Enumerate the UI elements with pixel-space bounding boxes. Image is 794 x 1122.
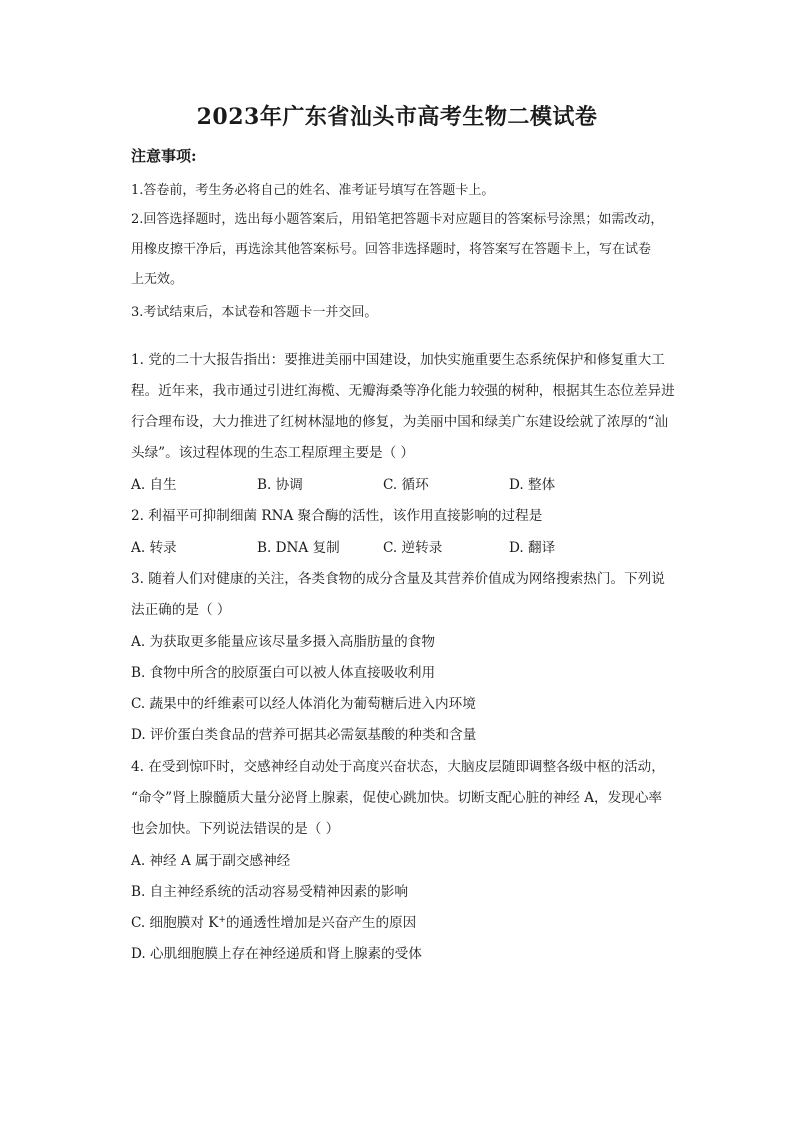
option-b: B. DNA 复制	[257, 540, 340, 556]
question-4-line: “命令”肾上腺髓质大量分泌肾上腺素，促使心跳加快。切断支配心脏的神经 A，发现心率	[131, 790, 663, 806]
question-4-line: 4. 在受到惊吓时，交感神经自动处于高度兴奋状态，大脑皮层随即调整各级中枢的活动，	[131, 759, 665, 775]
option-d: D. 心肌细胞膜上存在神经递质和肾上腺素的受体	[131, 946, 422, 962]
option-a: A. 为获取更多能量应该尽量多摄入高脂肪量的食物	[131, 634, 435, 650]
question-1-line: 行合理布设，大力推进了红树林湿地的修复，为美丽中国和绿美广东建设绘就了浓厚的“汕	[131, 414, 669, 430]
option-c: C. 蔬果中的纤维素可以经人体消化为葡萄糖后进入内环境	[131, 696, 476, 712]
note-line: 1.答卷前，考生务必将自己的姓名、准考证号填写在答题卡上。	[131, 183, 495, 198]
question-4-line: 也会加快。下列说法错误的是（ ）	[131, 821, 340, 837]
question-1-line: 程。近年来，我市通过引进红海榄、无瓣海桑等净化能力较强的树种，根据其生态位差异进	[131, 383, 675, 399]
option-a: A. 转录	[131, 540, 177, 556]
note-line: 3.考试结束后，本试卷和答题卡一并交回。	[131, 305, 378, 320]
option-a: A. 自生	[131, 477, 177, 493]
question-1-line: 1. 党的二十大报告指出：要推进美丽中国建设，加快实施重要生态系统保护和修复重大工	[131, 352, 665, 368]
option-d: D. 评价蛋白类食品的营养可据其必需氨基酸的种类和含量	[131, 727, 477, 743]
potassium-charge: +	[218, 915, 226, 925]
question-3-line: 法正确的是（ ）	[131, 602, 231, 618]
question-1-line: 头绿”。该过程体现的生态工程原理主要是（ ）	[131, 445, 415, 461]
option-b: B. 协调	[257, 477, 303, 493]
option-c	[131, 911, 416, 931]
question-3-line: 3. 随着人们对健康的关注，各类食物的成分含量及其营养价值成为网络搜索热门。下列说	[131, 571, 665, 587]
option-c: C. 循环	[383, 477, 429, 493]
notes-heading: 注意事项:	[131, 147, 197, 165]
note-line: 用橡皮擦干净后，再选涂其他答案标号。回答非选择题时，将答案写在答题卡上，写在试卷	[131, 242, 652, 257]
option-b: B. 食物中所含的胶原蛋白可以被人体直接吸收利用	[131, 665, 436, 681]
option-a: A. 神经 A 属于副交感神经	[131, 853, 291, 869]
option-d: D. 翻译	[509, 540, 556, 556]
page-title: 2023年广东省汕头市高考生物二模试卷	[196, 104, 598, 130]
note-line: 上无效。	[131, 272, 184, 287]
question-2-line: 2. 利福平可抑制细菌 RNA 聚合酶的活性，该作用直接影响的过程是	[131, 508, 543, 524]
option-c-text-before: C. 细胞膜对 K	[131, 915, 219, 931]
option-d: D. 整体	[509, 477, 556, 493]
option-c: C. 逆转录	[383, 540, 443, 556]
option-c-text-after: 的通透性增加是兴奋产生的原因	[225, 915, 417, 931]
note-line: 2.回答选择题时，选出每小题答案后，用铅笔把答题卡对应题目的答案标号涂黑；如需改动，	[131, 212, 664, 227]
option-b: B. 自主神经系统的活动容易受精神因素的影响	[131, 884, 408, 900]
